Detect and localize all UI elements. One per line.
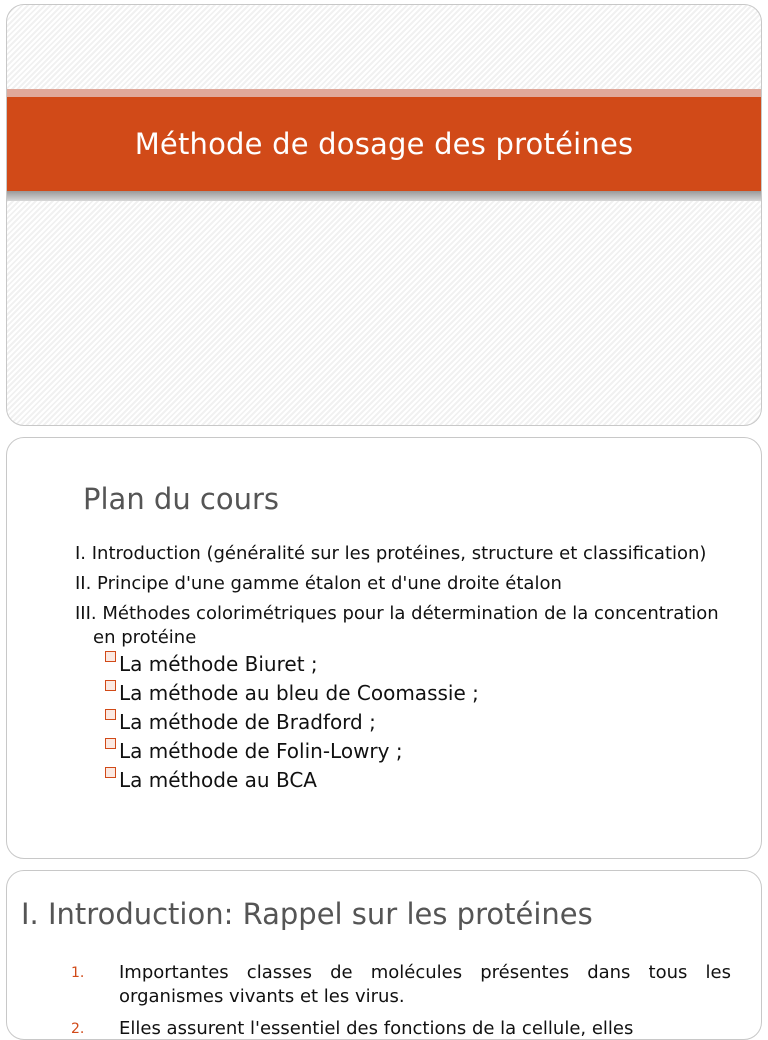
- plan-subitem: [69, 650, 729, 679]
- band-top-stripe: [7, 89, 761, 97]
- intro-item-number: 1.: [71, 965, 85, 981]
- plan-subitem: [69, 766, 729, 795]
- square-bullet-icon: [105, 651, 116, 662]
- presentation-title: Méthode de dosage des protéines: [134, 127, 634, 161]
- slide-plan: [6, 437, 762, 859]
- plan-subitem-label: La méthode de Bradford ;: [119, 710, 376, 734]
- slide-introduction: [6, 870, 762, 1040]
- slide-title: [6, 4, 762, 426]
- intro-item-number: 2.: [71, 1021, 85, 1037]
- intro-item: [71, 961, 731, 1009]
- title-band: [7, 89, 761, 205]
- intro-list: [71, 961, 731, 1040]
- band-bottom-stripe: [7, 191, 761, 201]
- plan-item: II. Principe d'une gamme étalon et d'une droite étalon: [75, 573, 562, 594]
- plan-subitem: [69, 708, 729, 737]
- square-bullet-icon: [105, 680, 116, 691]
- plan-subitem: [69, 737, 729, 766]
- plan-subitem: [69, 679, 729, 708]
- square-bullet-icon: [105, 738, 116, 749]
- band-main: [7, 97, 761, 191]
- intro-item-text: Importantes classes de molécules présentes dans tous les organismes vivants et les virus.: [119, 962, 731, 1007]
- plan-item: I. Introduction (généralité sur les protéines, structure et classification): [75, 543, 707, 564]
- plan-list: [69, 542, 729, 795]
- square-bullet-icon: [105, 767, 116, 778]
- plan-subitem-label: La méthode Biuret ;: [119, 652, 318, 676]
- plan-subitem-label: La méthode au BCA: [119, 768, 317, 792]
- intro-title: I. Introduction: Rappel sur les protéines: [21, 897, 593, 931]
- plan-title: Plan du cours: [83, 482, 280, 516]
- plan-item: III. Méthodes colorimétriques pour la détermination de la concentration en protéine: [75, 603, 719, 648]
- intro-item-text: Elles assurent l'essentiel des fonctions de la cellule, elles: [119, 1018, 634, 1039]
- intro-item: [71, 1017, 731, 1040]
- square-bullet-icon: [105, 709, 116, 720]
- plan-subitem-label: La méthode de Folin-Lowry ;: [119, 739, 403, 763]
- plan-subitem-label: La méthode au bleu de Coomassie ;: [119, 681, 479, 705]
